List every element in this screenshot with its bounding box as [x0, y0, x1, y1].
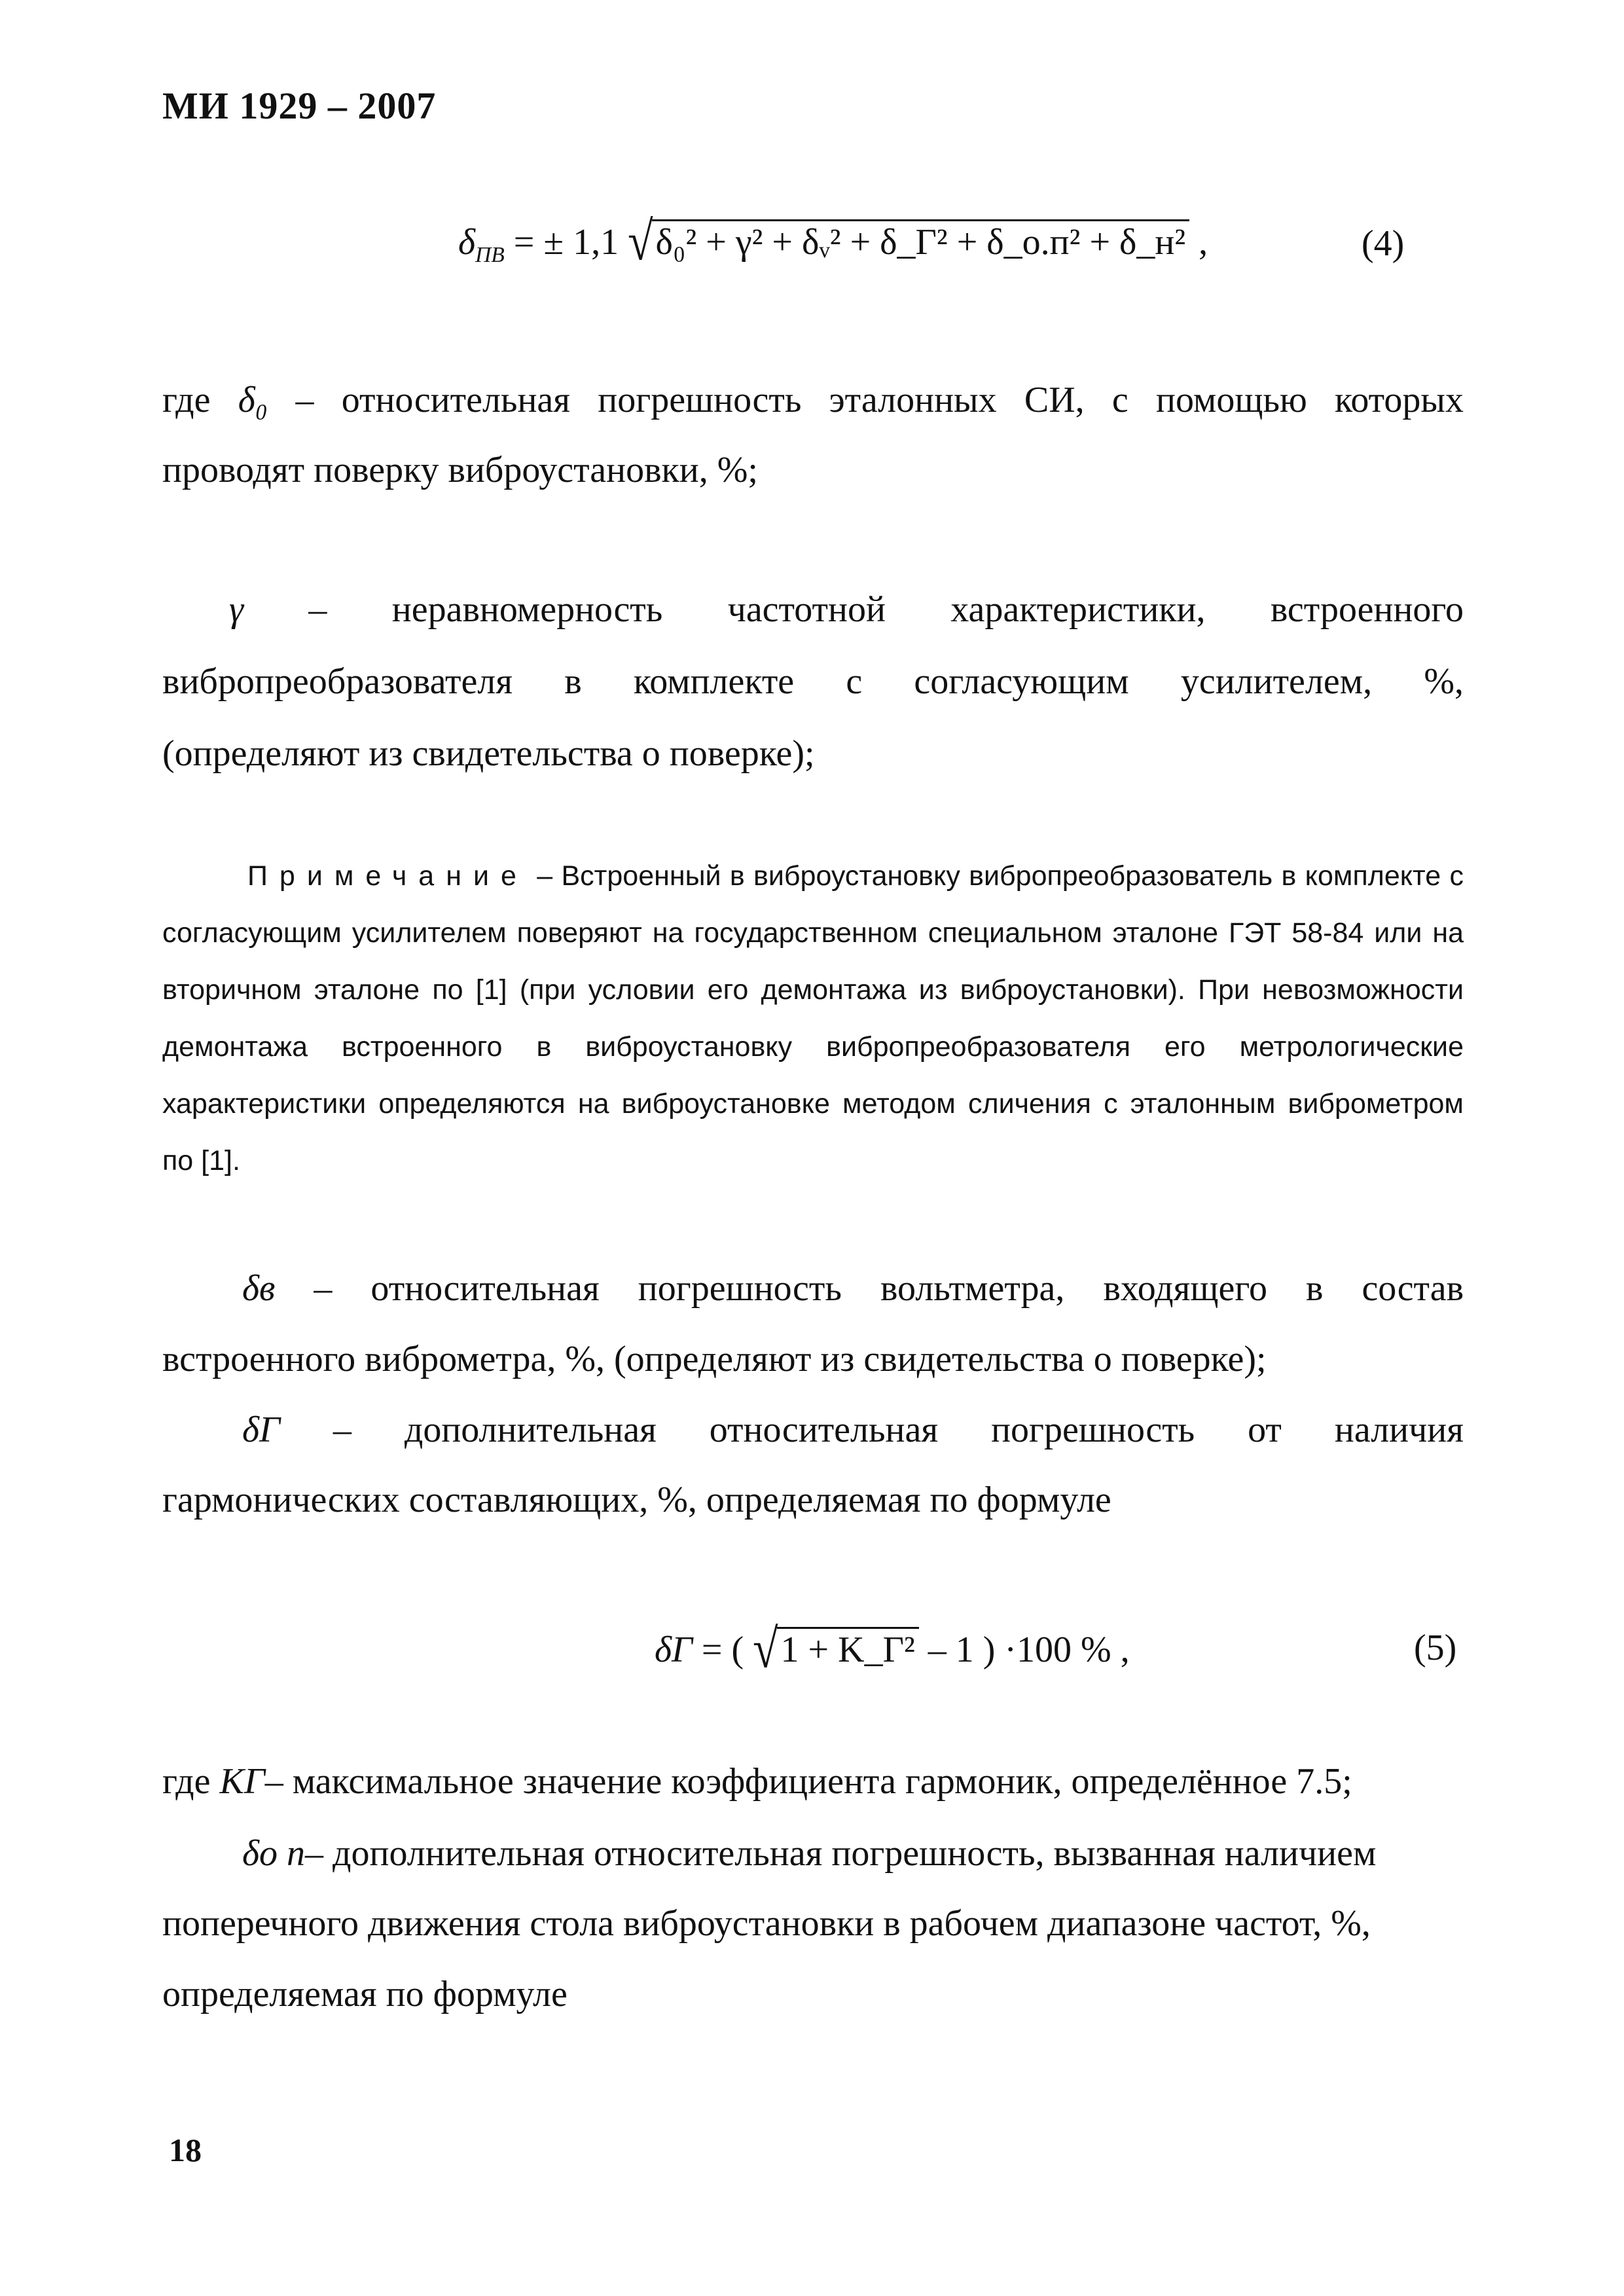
paragraph-delta-op-line3: определяемая по формуле — [162, 1974, 568, 2014]
symbol-delta-op: δо п — [242, 1833, 306, 1874]
symbol-delta-g: δГ — [242, 1410, 280, 1450]
symbol-gamma: γ — [229, 589, 244, 630]
paragraph-delta-g-line1: – дополнительная относительная погрешность от наличия — [333, 1410, 1464, 1450]
paragraph-gamma-line3: (определяют из свидетельства о поверке); — [162, 733, 815, 774]
paragraph-delta-op — [242, 1817, 1473, 1890]
paragraph-delta-v-line2: встроенного виброметра, %, (определяют из свидетельства о поверке); — [162, 1339, 1267, 1379]
formula-4-lhs-sub: ПВ — [475, 243, 505, 268]
document-header: МИ 1929 – 2007 — [162, 84, 437, 127]
sqrt-sign-icon: √ — [628, 211, 653, 272]
equation-number-4: (4) — [1362, 223, 1405, 264]
formula-5-radicand: 1 + K_Г² — [777, 1627, 919, 1671]
paragraph-delta-op-line2: поперечного движения стола виброустановки в рабочем диапазоне частот, %, — [162, 1903, 1371, 1944]
paragraph-gamma-line2: вибропреобразователя в комплекте с согласующим усилителем, %, — [162, 661, 1464, 702]
paragraph-delta-g-line2: гармонических составляющих, %, определяемая по формуле — [162, 1480, 1111, 1520]
paragraph-delta-v — [242, 1252, 1464, 1325]
formula-4 — [458, 211, 1208, 272]
paragraph-delta0-cont: проводят поверку виброустановки, %; — [162, 450, 758, 490]
formula-4-tail: , — [1199, 222, 1208, 263]
where-word: где — [162, 380, 211, 420]
paragraph-delta0 — [162, 363, 1464, 437]
note-block — [162, 848, 1464, 1190]
formula-5-lhs: δГ — [655, 1630, 693, 1670]
formula-4-eq: = ± 1,1 — [513, 222, 619, 263]
formula-4-lhs: δ — [458, 222, 476, 263]
formula-5-eq: = ( — [701, 1630, 744, 1670]
where-word-2: где — [162, 1761, 211, 1802]
paragraph-gamma — [229, 573, 1464, 646]
formula-4-radicand: δ₀² + γ² + δᵥ² + δ_Г² + δ_о.п² + δ_н² — [652, 219, 1190, 263]
sqrt-sign-icon: √ — [753, 1619, 778, 1680]
symbol-kg: KГ — [219, 1761, 265, 1802]
note-text: – Встроенный в виброустановку вибропреобразователь в комплекте с согласующим усилителем поверяют на государственном специальном эталоне ГЭТ 58-84 или на вторичном эталоне по [1] (при условии его демонтажа из виброустановки). При невозможности демонтажа встроенного в виброустановку вибропреобразователя его метрологические характеристики определяются на виброустановке методом сличения с эталонным виброметром по [1]. — [162, 860, 1464, 1176]
page-number: 18 — [169, 2132, 202, 2168]
note-label: Примечание — [247, 860, 528, 892]
paragraph-delta-op-line1: – дополнительная относительная погрешность, вызванная наличием — [305, 1833, 1377, 1874]
paragraph-kg-text: – максимальное значение коэффициента гармоник, определённое 7.5; — [264, 1761, 1352, 1802]
symbol-delta0: δ₀ — [238, 380, 268, 420]
paragraph-delta0-line1: – относительная погрешность эталонных СИ, с помощью которых — [295, 380, 1464, 420]
formula-5 — [655, 1619, 1130, 1680]
paragraph-delta-g — [242, 1393, 1464, 1467]
paragraph-gamma-line1: – неравномерность частотной характеристики, встроенного — [308, 589, 1464, 630]
equation-number-5: (5) — [1414, 1628, 1457, 1668]
symbol-delta-v: δв — [242, 1268, 276, 1309]
paragraph-delta-v-line1: – относительная погрешность вольтметра, входящего в состав — [314, 1268, 1464, 1309]
formula-5-rest: – 1 ) ·100 % , — [928, 1630, 1130, 1670]
paragraph-kg — [162, 1745, 1471, 1818]
